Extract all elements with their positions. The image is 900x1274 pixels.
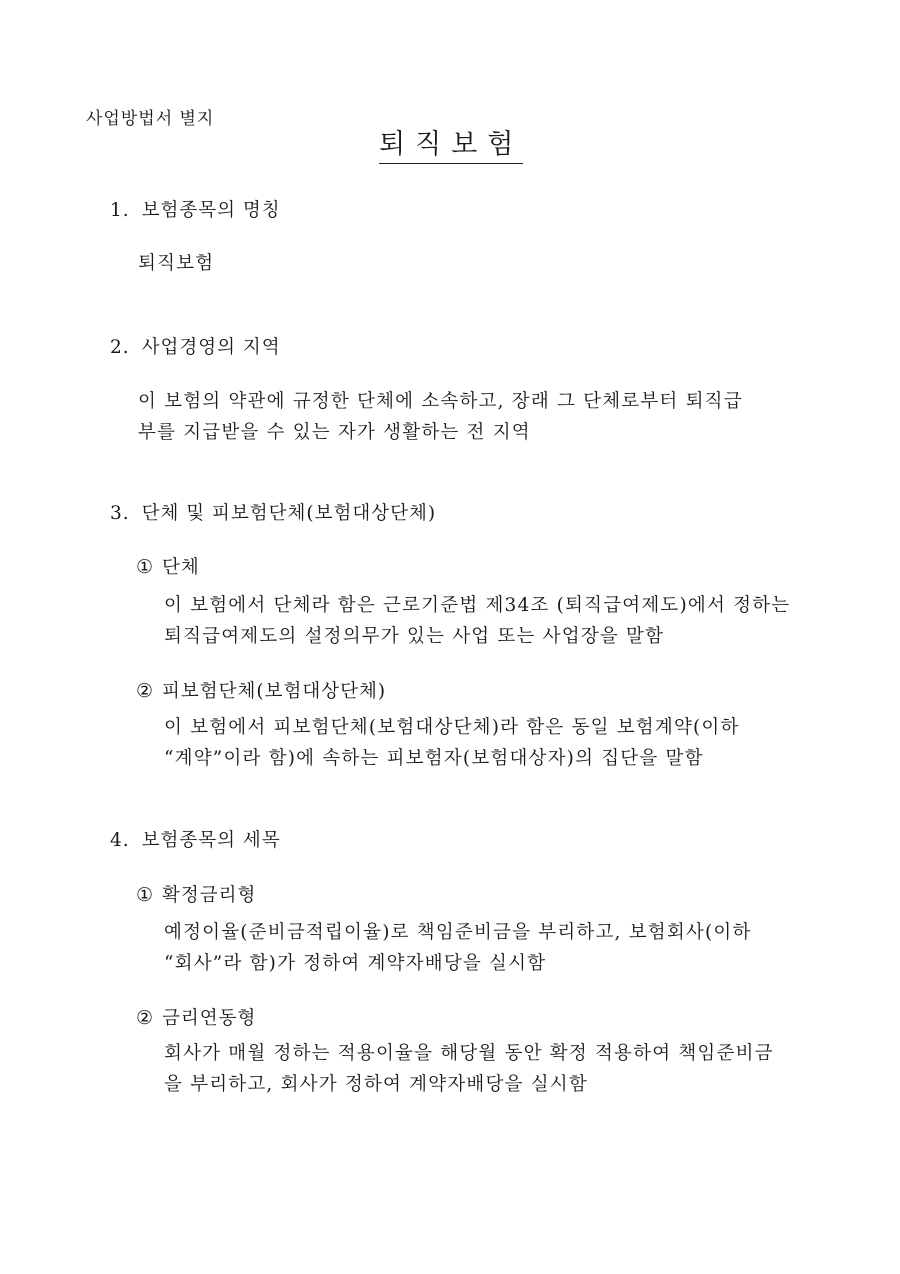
item-title: 확정금리형 xyxy=(162,885,257,906)
section-4-item-2-heading xyxy=(136,1004,256,1030)
body-line: 퇴직급여제도의 설정의무가 있는 사업 또는 사업장을 말함 xyxy=(164,626,665,647)
section-3-item-1-heading xyxy=(136,553,200,579)
section-number: 1. xyxy=(110,200,130,221)
item-title: 단체 xyxy=(162,557,200,578)
section-3-heading xyxy=(110,499,436,525)
body-line: “계약”이라 함)에 속하는 피보험자(보험대상자)의 집단을 말함 xyxy=(164,748,704,769)
body-line: 이 보험의 약관에 규정한 단체에 소속하고, 장래 그 단체로부터 퇴직급 xyxy=(138,391,743,412)
section-number: 3. xyxy=(110,503,130,524)
section-2-body xyxy=(138,386,743,448)
body-line: 을 부리하고, 회사가 정하여 계약자배당을 실시함 xyxy=(164,1074,588,1095)
circled-number-mark: ② xyxy=(136,680,155,702)
item-title: 금리연동형 xyxy=(162,1008,257,1029)
circled-number-mark: ① xyxy=(136,556,155,578)
section-title: 단체 및 피보험단체(보험대상단체) xyxy=(141,503,437,524)
section-3-item-2-heading xyxy=(136,677,386,703)
section-3-item-2-body xyxy=(164,712,740,774)
document-title: 퇴직보험 xyxy=(379,128,523,164)
section-1-heading xyxy=(110,196,281,222)
section-4-item-1-heading xyxy=(136,881,256,907)
circled-number-mark: ② xyxy=(136,1007,155,1029)
header-label: 사업방법서 별지 xyxy=(86,109,215,129)
section-4-item-2-body xyxy=(164,1038,774,1100)
section-title: 보험종목의 명칭 xyxy=(141,200,281,221)
body-line: 이 보험에서 단체라 함은 근로기준법 제34조 (퇴직급여제도)에서 정하는 xyxy=(164,595,791,616)
item-title: 피보험단체(보험대상단체) xyxy=(162,681,387,702)
body-line: 이 보험에서 피보험단체(보험대상단체)라 함은 동일 보험계약(이하 xyxy=(164,717,740,738)
section-title: 사업경영의 지역 xyxy=(141,337,281,358)
section-3-item-1-body xyxy=(164,590,790,652)
section-number: 4. xyxy=(110,830,130,851)
body-line: “회사”라 함)가 정하여 계약자배당을 실시함 xyxy=(164,953,547,974)
section-1-body xyxy=(138,248,214,279)
section-4-heading xyxy=(110,826,281,852)
body-line: 예정이율(준비금적립이율)로 책임준비금을 부리하고, 보험회사(이하 xyxy=(164,922,752,943)
body-line: 퇴직보험 xyxy=(138,253,215,274)
section-title: 보험종목의 세목 xyxy=(141,830,281,851)
body-line: 회사가 매월 정하는 적용이율을 해당월 동안 확정 적용하여 책임준비금 xyxy=(164,1043,774,1064)
section-2-heading xyxy=(110,333,281,359)
circled-number-mark: ① xyxy=(136,884,155,906)
section-number: 2. xyxy=(110,337,130,358)
section-4-item-1-body xyxy=(164,917,752,979)
body-line: 부를 지급받을 수 있는 자가 생활하는 전 지역 xyxy=(138,422,531,443)
